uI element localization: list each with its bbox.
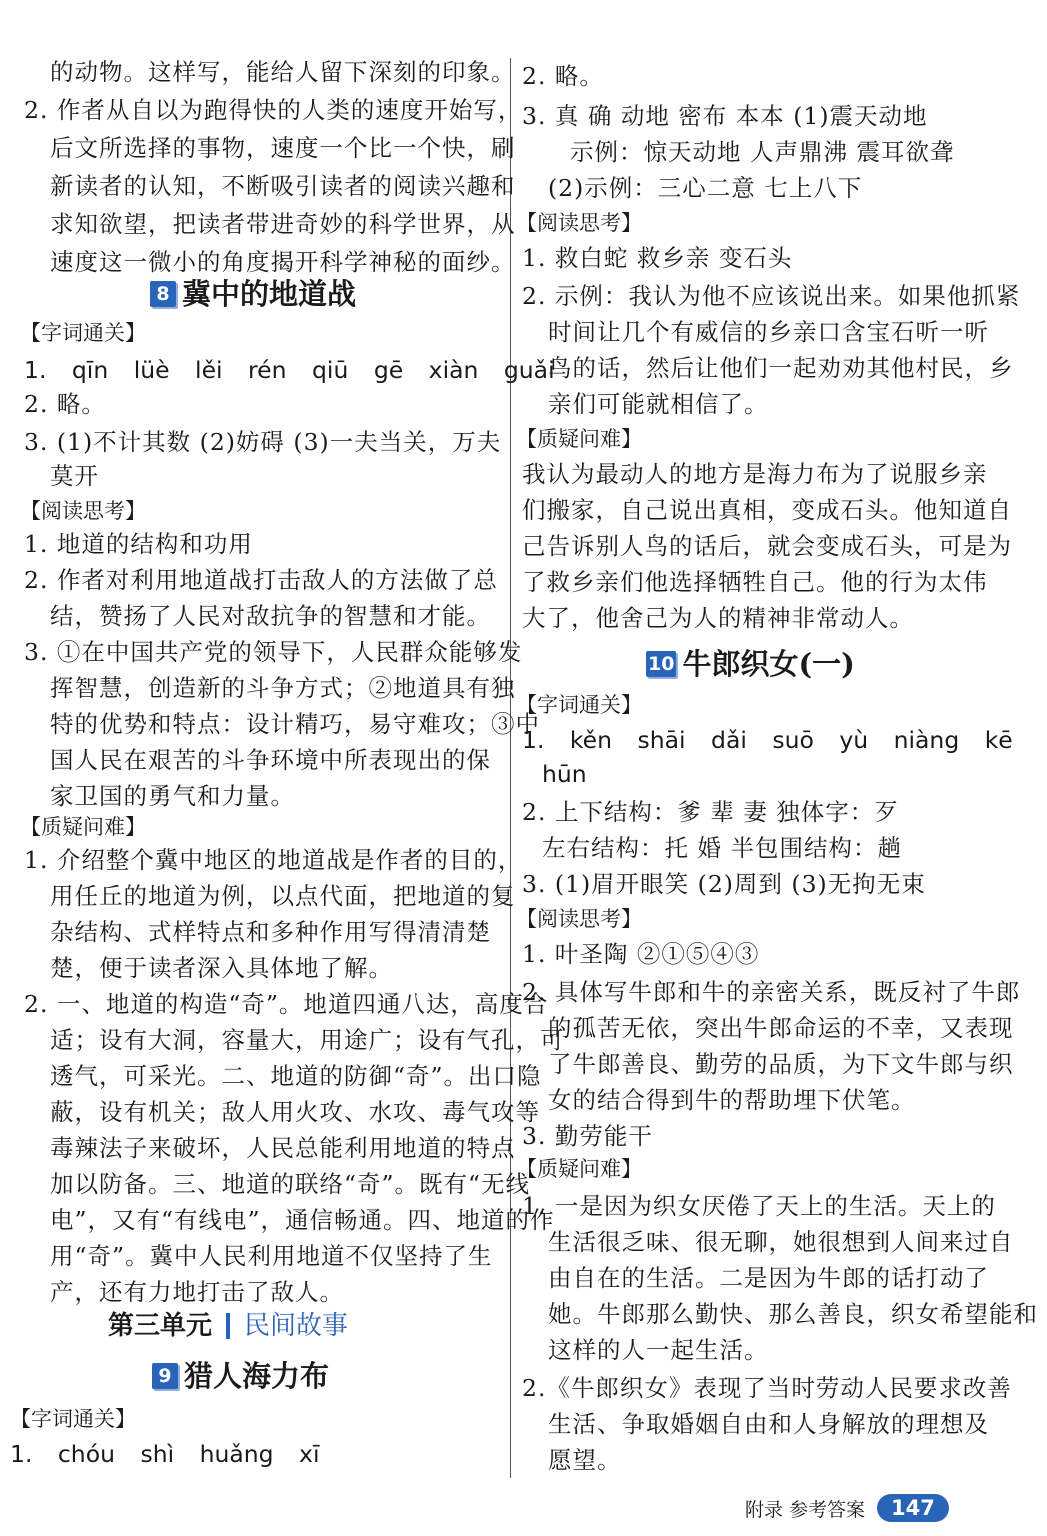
answer-item: 2. 作者从自以为跑得快的人类的速度开始写， xyxy=(24,96,523,124)
text-line: 生活很乏味、很无聊，她很想到人间来过自 xyxy=(548,1228,1014,1256)
answer-item: 2. 示例：我认为他不应该说出来。如果他抓紧 xyxy=(522,282,1021,310)
text-line: 速度这一微小的角度揭开科学神秘的面纱。 xyxy=(50,248,516,276)
text-line: 了救乡亲们他选择牺牲自己。他的行为太伟 xyxy=(522,568,988,596)
text-line: 加以防备。三、地道的联络“奇”。既有“无线 xyxy=(50,1170,531,1198)
unit-heading xyxy=(108,1308,348,1344)
text-line: 电”，又有“有线电”，通信畅通。四、地道的作 xyxy=(50,1206,555,1234)
text-line: 大了，他舍己为人的精神非常动人。 xyxy=(522,604,914,632)
unit-number: 第三单元 xyxy=(108,1311,213,1341)
answer-item: 2. 略。 xyxy=(24,390,106,418)
text-line: 的孤苦无依，突出牛郎命运的不幸，又表现 xyxy=(548,1014,1014,1042)
lesson-number-badge: 8 xyxy=(150,281,176,307)
lesson-title-text: 冀中的地道战 xyxy=(182,277,357,311)
text-line: 后文所选择的事物，速度一个比一个快，刷 xyxy=(50,134,516,162)
lesson-title-10 xyxy=(646,644,855,684)
text-line: 的动物。这样写，能给人留下深刻的印象。 xyxy=(50,58,516,86)
text-line: 国人民在艰苦的斗争环境中所表现出的保 xyxy=(50,746,491,774)
lesson-title-text: 猎人海力布 xyxy=(184,1359,330,1393)
pinyin-line: hūn xyxy=(542,760,587,788)
text-line: 产，还有力地打击了敌人。 xyxy=(50,1278,344,1306)
lesson-title-text: 牛郎织女(一) xyxy=(682,647,855,681)
answer-item: 3. (1)不计其数 (2)妨碍 (3)一夫当关，万夫 xyxy=(24,428,502,456)
pinyin-line: 1. chóu shì huǎng xī xyxy=(10,1440,320,1468)
answer-item: 3. 勤劳能干 xyxy=(522,1122,653,1150)
section-heading: 【阅读思考】 xyxy=(516,211,642,235)
lesson-number-badge: 10 xyxy=(648,653,675,675)
page-number: 147 xyxy=(877,1494,949,1522)
text-line: 适；设有大洞，容量大，用途广；设有气孔，可 xyxy=(50,1026,565,1054)
text-line: 亲们可能就相信了。 xyxy=(548,390,769,418)
text-line: 莫开 xyxy=(50,462,99,490)
unit-divider-bar xyxy=(226,1313,230,1339)
text-line: 求知欲望，把读者带进奇妙的科学世界，从 xyxy=(50,210,516,238)
answer-item: 2. 略。 xyxy=(522,62,604,90)
answer-item: 3. ①在中国共产党的领导下，人民群众能够发 xyxy=(24,638,523,666)
lesson-title-8 xyxy=(150,274,356,314)
pinyin-line: 1. kěn shāi dǎi suō yù niàng kē xyxy=(522,726,1013,754)
text-line: 鸟的话，然后让他们一起劝劝其他村民，乡 xyxy=(548,354,1014,382)
answer-item: 1. 介绍整个冀中地区的地道战是作者的目的， xyxy=(24,846,523,874)
answer-item: 2. 上下结构：爹 辈 妻 独体字：歹 xyxy=(522,798,899,826)
text-line: 结，赞扬了人民对敌抗争的智慧和才能。 xyxy=(50,602,491,630)
section-heading: 【字词通关】 xyxy=(10,1407,136,1431)
text-line: 特的优势和特点：设计精巧，易守难攻；③中 xyxy=(50,710,540,738)
text-line: 己告诉别人鸟的话后，就会变成石头，可是为 xyxy=(522,532,1012,560)
answer-item: 2. 一、地道的构造“奇”。地道四通八达，高度合 xyxy=(24,990,549,1018)
text-line: 们搬家，自己说出真相，变成石头。他知道自 xyxy=(522,496,1012,524)
unit-theme: 民间故事 xyxy=(244,1311,349,1341)
answer-item: 1. 地道的结构和功用 xyxy=(24,530,253,558)
text-line: 这样的人一起生活。 xyxy=(548,1336,769,1364)
answer-item: 3. 真 确 动地 密布 本本 (1)震天动地 xyxy=(522,102,928,130)
section-heading: 【阅读思考】 xyxy=(516,907,642,931)
text-line: 楚，便于读者深入具体地了解。 xyxy=(50,954,393,982)
text-line: 透气，可采光。二、地道的防御“奇”。出口隐 xyxy=(50,1062,542,1090)
text-line: (2)示例：三心二意 七上八下 xyxy=(548,174,863,202)
answer-item: 2. 具体写牛郎和牛的亲密关系，既反衬了牛郎 xyxy=(522,978,1021,1006)
lesson-title-9 xyxy=(152,1356,329,1396)
page-footer xyxy=(745,1494,949,1522)
section-heading: 【质疑问难】 xyxy=(516,427,642,451)
text-line: 毒辣法子来破坏，人民总能利用地道的特点 xyxy=(50,1134,516,1162)
answer-item: 2. 作者对利用地道战打击敌人的方法做了总 xyxy=(24,566,498,594)
text-line: 挥智慧，创造新的斗争方式；②地道具有独 xyxy=(50,674,516,702)
answer-item: 1. 救白蛇 救乡亲 变石头 xyxy=(522,244,793,272)
text-line: 女的结合得到牛的帮助埋下伏笔。 xyxy=(548,1086,916,1114)
lesson-number-badge: 9 xyxy=(152,1363,178,1389)
section-heading: 【质疑问难】 xyxy=(516,1157,642,1181)
answer-item: 1. 叶圣陶 ②①⑤④③ xyxy=(522,940,760,968)
text-line: 生活、争取婚姻自由和人身解放的理想及 xyxy=(548,1410,989,1438)
section-heading: 【阅读思考】 xyxy=(20,499,146,523)
text-line: 我认为最动人的地方是海力布为了说服乡亲 xyxy=(522,460,988,488)
text-line: 杂结构、式样特点和多种作用写得清清楚 xyxy=(50,918,491,946)
text-line: 示例：惊天动地 人声鼎沸 震耳欲聋 xyxy=(570,138,955,166)
text-line: 左右结构：托 婚 半包围结构：趟 xyxy=(542,834,902,862)
section-heading: 【质疑问难】 xyxy=(20,815,146,839)
section-heading: 【字词通关】 xyxy=(20,321,146,345)
section-heading: 【字词通关】 xyxy=(516,693,642,717)
footer-label: 附录 参考答案 xyxy=(745,1498,866,1521)
text-line: 她。牛郎那么勤快、那么善良，织女希望能和 xyxy=(548,1300,1038,1328)
answer-item: 3. (1)眉开眼笑 (2)周到 (3)无拘无束 xyxy=(522,870,926,898)
text-line: 愿望。 xyxy=(548,1446,622,1474)
text-line: 家卫国的勇气和力量。 xyxy=(50,782,295,810)
text-line: 用“奇”。冀中人民利用地道不仅坚持了生 xyxy=(50,1242,493,1270)
answer-item: 1. 一是因为织女厌倦了天上的生活。天上的 xyxy=(522,1192,996,1220)
text-line: 时间让几个有威信的乡亲口含宝石听一听 xyxy=(548,318,989,346)
text-line: 新读者的认知，不断吸引读者的阅读兴趣和 xyxy=(50,172,516,200)
text-line: 由自在的生活。二是因为牛郎的话打动了 xyxy=(548,1264,989,1292)
text-line: 了牛郎善良、勤劳的品质，为下文牛郎与织 xyxy=(548,1050,1014,1078)
text-line: 用任丘的地道为例，以点代面，把地道的复 xyxy=(50,882,516,910)
pinyin-line: 1. qīn lüè lěi rén qiū gē xiàn guǎi xyxy=(24,356,555,384)
text-line: 蔽，设有机关；敌人用火攻、水攻、毒气攻等 xyxy=(50,1098,540,1126)
answer-item: 2.《牛郎织女》表现了当时劳动人民要求改善 xyxy=(522,1374,1012,1402)
